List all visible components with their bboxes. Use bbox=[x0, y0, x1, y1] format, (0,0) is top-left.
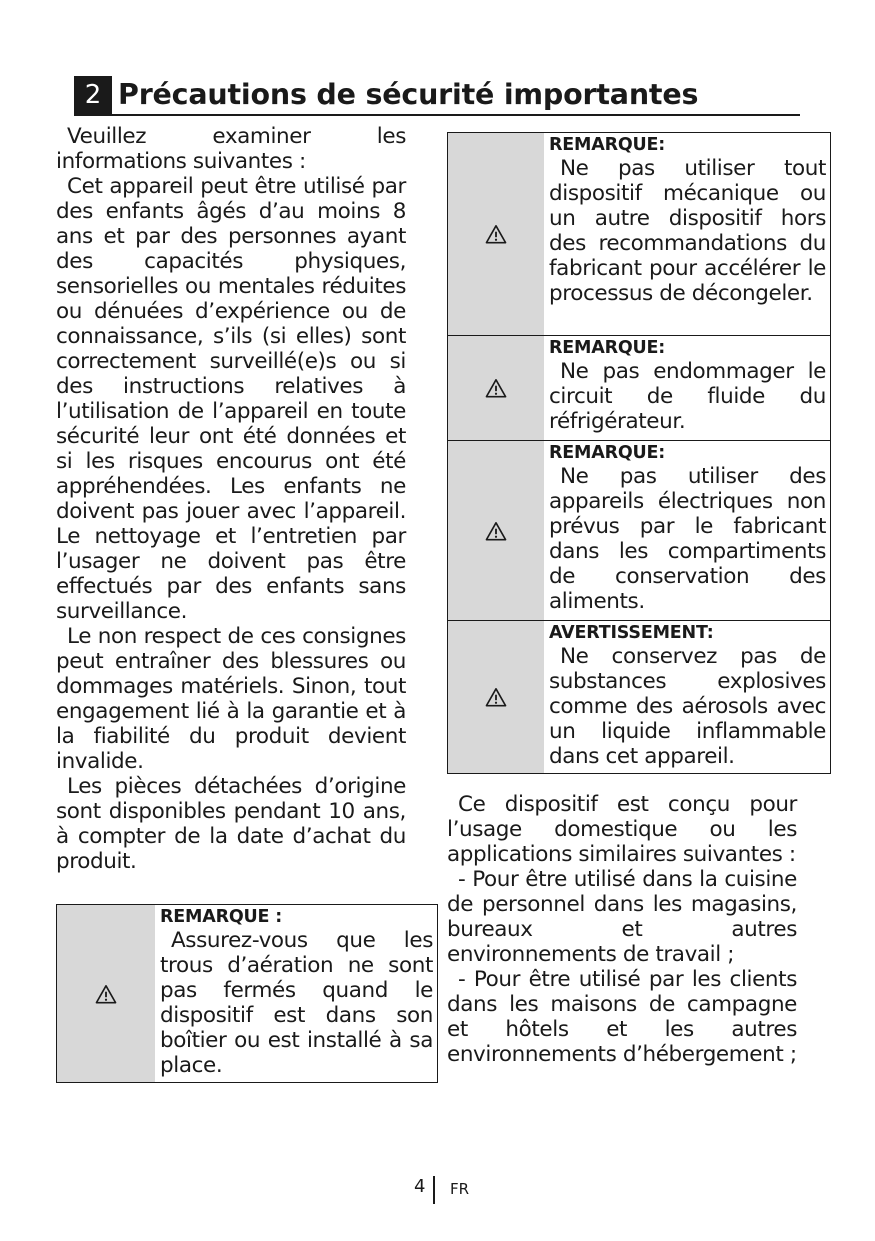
paragraph: Cet appareil peut être utilisé par des enfants âgés d’au moins 8 ans et par des personnes ayant des capacités physiques, sensorielles ou mentales réduites ou dénuées d’expérience ou de connaissance, s’ils (si elles) sont correctement surveillé(e)s ou si des instructions relatives à l’utilisation de l’appareil en toute sécurité leur ont été données et si les risques encourus ont été appréhendées. Les enfants ne doivent pas jouer avec l’appareil. Le nettoyage et l’entretien par l’usager ne doivent pas être effectués par des enfants sans surveillance. bbox=[56, 174, 406, 624]
language-code: FR bbox=[450, 1180, 470, 1198]
note-text: Assurez-vous que les trous d’aération ne sont pas fermés quand le dispositif est dans son boîtier ou est installé à sa place. bbox=[160, 928, 433, 1078]
section-number: 2 bbox=[74, 76, 112, 114]
page-number: 4 bbox=[414, 1176, 426, 1197]
warning-icon bbox=[485, 378, 507, 398]
warning-icon bbox=[95, 984, 117, 1004]
note-row bbox=[448, 621, 830, 773]
warning-icon bbox=[485, 521, 507, 541]
note-row bbox=[448, 441, 830, 621]
paragraph: Ce dispositif est conçu pour l’usage domestique ou les applications similaires suivantes : bbox=[447, 792, 797, 867]
note-box-ventilation bbox=[56, 904, 438, 1083]
note-label: REMARQUE: bbox=[549, 338, 666, 358]
footer-divider bbox=[433, 1176, 435, 1204]
paragraph: - Pour être utilisé dans la cuisine de personnel dans les magasins, bureaux et autres environnements de travail ; bbox=[447, 867, 797, 967]
note-stack bbox=[447, 132, 831, 774]
paragraph: Les pièces détachées d’origine sont disponibles pendant 10 ans, à compter de la date d’achat du produit. bbox=[56, 774, 406, 874]
note-label: REMARQUE : bbox=[160, 907, 282, 927]
paragraph: Le non respect de ces consignes peut entraîner des blessures ou dommages matériels. Sinon, tout engagement lié à la garantie et à la fiabilité du produit devient invalide. bbox=[56, 624, 406, 774]
paragraph: - Pour être utilisé par les clients dans les maisons de campagne et hôtels et les autres environnements d’hébergement ; bbox=[447, 967, 797, 1067]
note-label: REMARQUE: bbox=[549, 135, 666, 155]
paragraph: Veuillez examiner les informations suivantes : bbox=[56, 124, 406, 174]
note-text: Ne conservez pas de substances explosives comme des aérosols avec un liquide inflammable dans cet appareil. bbox=[549, 644, 826, 769]
warning-icon bbox=[485, 224, 507, 244]
section-title: Précautions de sécurité importantes bbox=[118, 78, 699, 111]
note-label: REMARQUE: bbox=[549, 443, 666, 463]
note-text: Ne pas utiliser tout dispositif mécanique ou un autre dispositif hors des recommandations du fabricant pour accélérer le processus de décongeler. bbox=[549, 156, 826, 306]
note-text: Ne pas endommager le circuit de fluide du réfrigérateur. bbox=[549, 359, 826, 434]
left-column bbox=[56, 124, 406, 874]
note-row bbox=[448, 133, 830, 336]
warning-icon bbox=[485, 687, 507, 707]
section-header bbox=[74, 76, 800, 116]
note-row bbox=[448, 336, 830, 441]
note-text: Ne pas utiliser des appareils électriques non prévus par le fabricant dans les compartiments de conservation des aliments. bbox=[549, 464, 826, 614]
right-column-text bbox=[447, 792, 797, 1067]
note-label: AVERTISSEMENT: bbox=[549, 623, 714, 643]
